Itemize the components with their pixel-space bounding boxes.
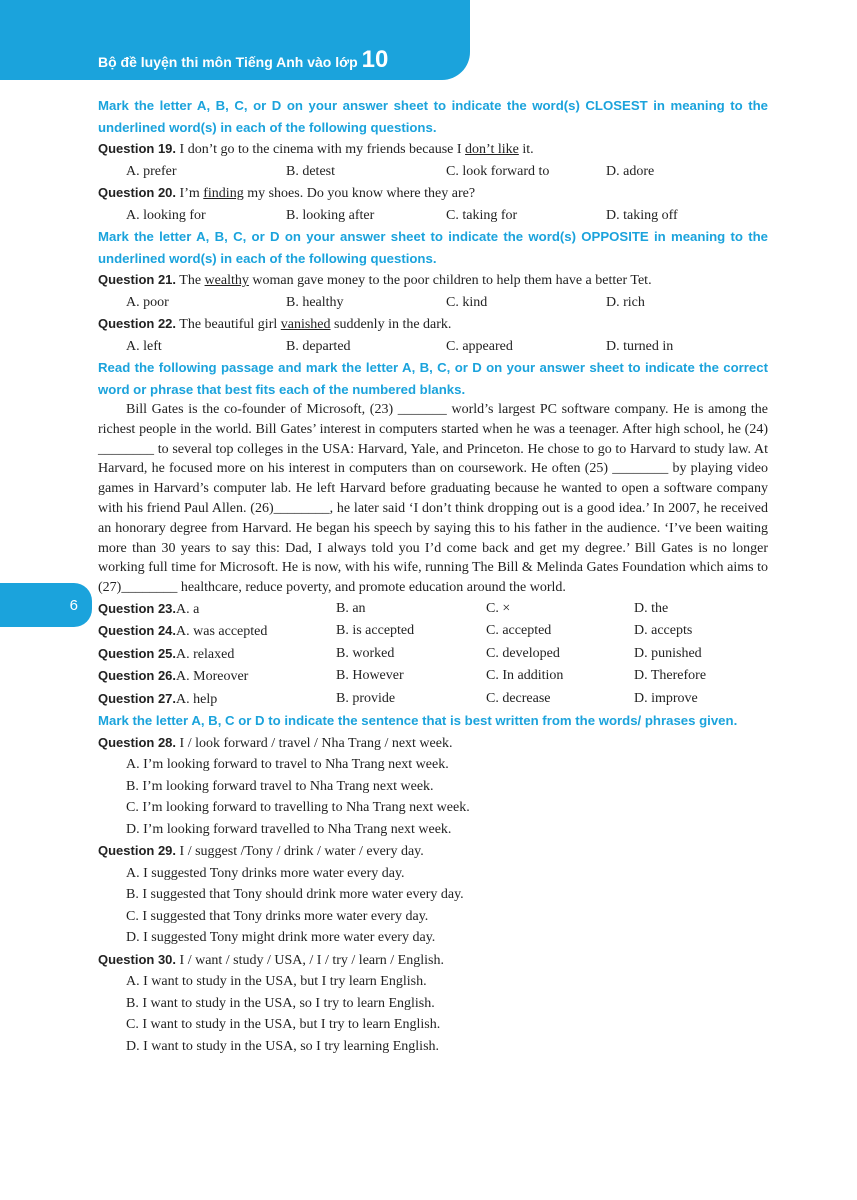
option-c: C. kind	[446, 294, 488, 310]
option-b: B. I’m looking forward travel to Nha Trang next week.	[126, 778, 434, 794]
section-3-instruction: Read the following passage and mark the letter A, B, C, or D on your answer sheet to indicate the correct word or phrase that best fits each of the numbered blanks.	[98, 360, 768, 397]
option-c: C. I want to study in the USA, but I try to learn English.	[126, 1017, 441, 1033]
option-d: D. rich	[606, 294, 645, 310]
option-a: A. looking for	[126, 207, 206, 223]
question-19: Question 19. I don’t go to the cinema with my friends because I don’t like it.	[98, 141, 534, 157]
section-4-instruction: Mark the letter A, B, C or D to indicate the sentence that is best written from the words/ phrases given.	[98, 713, 738, 729]
option-b: B. worked	[336, 645, 395, 661]
header-number: 10	[361, 46, 389, 73]
option-b: B. detest	[286, 163, 335, 179]
option-c: C. accepted	[486, 623, 552, 639]
option-a: A. poor	[126, 294, 169, 310]
page-number: 6	[69, 596, 78, 614]
option-d: D. adore	[606, 163, 655, 179]
underlined-word: don’t like	[465, 142, 519, 157]
question-27: Question 27.A. help B. provide C. decrease D. improve	[98, 688, 768, 711]
header-title: Bộ đề luyện thi môn Tiếng Anh vào lớp 10	[98, 46, 389, 73]
option-c: C. ×	[486, 600, 511, 616]
option-c: C. decrease	[486, 690, 551, 706]
option-b: B. I suggested that Tony should drink more water every day.	[126, 887, 464, 903]
question-19-options	[98, 161, 768, 183]
option-d: D. taking off	[606, 207, 678, 223]
option-d: D. improve	[634, 690, 698, 706]
question-26: Question 26.A. Moreover B. However C. In addition D. Therefore	[98, 665, 768, 688]
reading-passage: Bill Gates is the co-founder of Microsoft, (23) _______ world’s largest PC software company. He is among the richest people in the world. Bill Gates’ interest in computers started when he was a teenager. After high school, he (24) ________ to several top colleges in the USA: Harvard, Yale, and Princeton. He chose to go to Harvard to study law. At Harvard, he focused more on his interest in computers than on coursework. He often (25) ________ by playing video games in Harvard’s computer lab. He left Harvard before graduating because he wanted to open a software company with his friend Paul Allen. (26)________, he later said ‘I don’t think dropping out is a good idea.’ In 2007, he received an honorary degree from Harvard. He began his speech by saying this to his father in the audience. ‘I’ve been waiting more than 30 years to say this: Dad, I always told you I’d come back and get my degree.’ Bill Gates is no longer working full time for Microsoft. He is now, with his wife, running The Bill & Melinda Gates Foundation which aims to (27)________ healthcare, reduce poverty, and promote education around the world.	[98, 402, 768, 596]
option-a: A. I suggested Tony drinks more water every day.	[126, 865, 405, 881]
option-b: B. is accepted	[336, 623, 415, 639]
option-d: D. I want to study in the USA, so I try learning English.	[126, 1038, 440, 1054]
question-30: Question 30. I / want / study / USA, / I / try / learn / English.	[98, 951, 444, 968]
underlined-word: wealthy	[204, 273, 249, 288]
option-a: A. I want to study in the USA, but I try learn English.	[126, 974, 427, 990]
underlined-word: vanished	[280, 317, 331, 332]
option-b: B. I want to study in the USA, so I try to learn English.	[126, 995, 435, 1011]
option-c: C. developed	[486, 645, 560, 661]
option-b: B. departed	[286, 338, 351, 354]
question-21-options	[98, 292, 768, 314]
question-22: Question 22. The beautiful girl vanished suddenly in the dark.	[98, 316, 452, 332]
page-number-tab	[0, 583, 92, 627]
question-29: Question 29. I / suggest /Tony / drink / water / every day.	[98, 843, 424, 860]
option-a: A. prefer	[126, 163, 177, 179]
section-1-instruction: Mark the letter A, B, C, or D on your answer sheet to indicate the word(s) CLOSEST in meaning to the underlined word(s) in each of the following questions.	[98, 98, 768, 135]
question-23: Question 23.A. a B. an C. × D. the	[98, 598, 768, 621]
option-b: B. looking after	[286, 207, 375, 223]
question-22-options	[98, 336, 768, 358]
option-b: B. However	[336, 668, 404, 684]
question-21: Question 21. The wealthy woman gave money to the poor children to help them have a better Tet.	[98, 272, 652, 288]
option-d: D. accepts	[634, 623, 693, 639]
option-b: B. provide	[336, 690, 396, 706]
option-c: C. In addition	[486, 668, 564, 684]
option-c: C. appeared	[446, 338, 513, 354]
header-banner	[0, 0, 470, 80]
option-b: B. healthy	[286, 294, 344, 310]
question-20: Question 20. I’m finding my shoes. Do you know where they are?	[98, 185, 476, 201]
option-d: D. turned in	[606, 338, 674, 354]
option-d: D. I’m looking forward travelled to Nha Trang next week.	[126, 821, 452, 837]
option-d: D. punished	[634, 645, 702, 661]
option-c: C. look forward to	[446, 163, 550, 179]
question-25: Question 25.A. relaxed B. worked C. developed D. punished	[98, 643, 768, 666]
section-2-instruction: Mark the letter A, B, C, or D on your answer sheet to indicate the word(s) OPPOSITE in meaning to the underlined word(s) in each of the following questions.	[98, 229, 768, 266]
underlined-word: finding	[203, 186, 244, 201]
option-d: D. Therefore	[634, 668, 707, 684]
option-d: D. the	[634, 600, 669, 616]
option-c: C. I’m looking forward to travelling to Nha Trang next week.	[126, 800, 470, 816]
option-a: A. left	[126, 338, 162, 354]
option-d: D. I suggested Tony might drink more water every day.	[126, 930, 436, 946]
option-c: C. I suggested that Tony drinks more water every day.	[126, 908, 429, 924]
option-c: C. taking for	[446, 207, 518, 223]
option-a: A. I’m looking forward to travel to Nha Trang next week.	[126, 757, 449, 773]
question-20-options	[98, 205, 768, 227]
option-b: B. an	[336, 600, 366, 616]
page-content	[98, 95, 768, 1057]
question-28: Question 28. I / look forward / travel / Nha Trang / next week.	[98, 734, 453, 751]
question-24: Question 24.A. was accepted B. is accepted C. accepted D. accepts	[98, 620, 768, 643]
